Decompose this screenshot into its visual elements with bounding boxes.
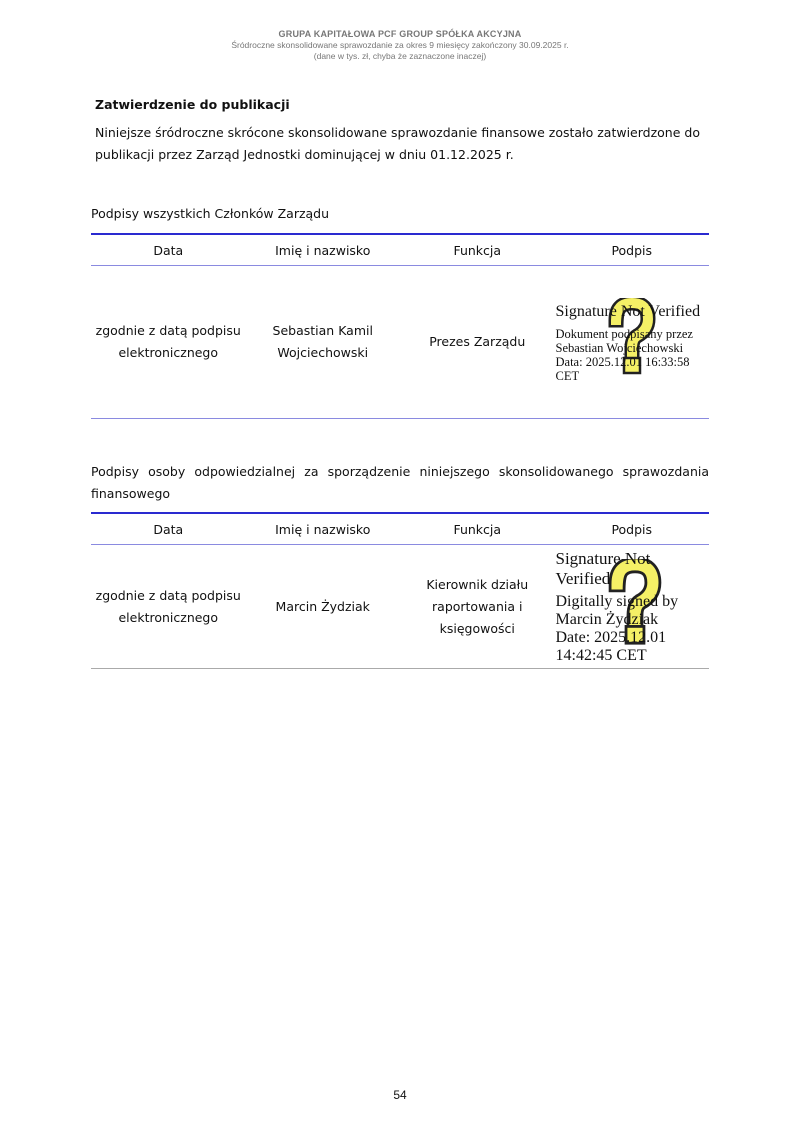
signature-block[interactable] <box>555 266 710 419</box>
col-signature: Podpis <box>555 513 710 545</box>
section-title: Zatwierdzenie do publikacji <box>95 97 290 112</box>
col-name: Imię i nazwisko <box>246 513 401 545</box>
table-row <box>91 545 709 669</box>
name-cell: Marcin Żydziak <box>246 545 401 669</box>
page-number: 54 <box>393 1088 407 1102</box>
name-cell: Sebastian Kamil Wojciechowski <box>246 266 401 419</box>
function-cell: Prezes Zarządu <box>400 266 555 419</box>
table2-label: Podpisy osoby odpowiedzialnej za sporządzenie niniejszego skonsolidowanego sprawozdania finansowego <box>91 464 709 501</box>
units-note: (dane w tys. zł, chyba że zaznaczone inaczej) <box>313 51 487 61</box>
signature-status: Signature Not Verified <box>555 548 651 588</box>
table1-label: Podpisy wszystkich Członków Zarządu <box>91 206 330 221</box>
signature-time: 14:42:45 CET <box>555 646 647 664</box>
signature-block[interactable] <box>555 545 710 669</box>
col-name: Imię i nazwisko <box>246 234 401 266</box>
signature-line: Dokument podpisany przez <box>555 326 693 341</box>
col-date: Data <box>91 234 246 266</box>
signature-timezone: CET <box>555 368 580 383</box>
table-row <box>91 266 709 419</box>
report-title: Śródroczne skonsolidowane sprawozdanie za okres 9 miesięcy zakończony 30.09.2025 r. <box>231 40 569 50</box>
date-cell: zgodnie z datą podpisu elektronicznego <box>91 266 246 419</box>
approval-text: Niniejsze śródroczne skrócone skonsolidowane sprawozdanie finansowe zostało zatwierdzone do publikacji przez Zarząd Jednostki dominującej w dniu 01.12.2025 r. <box>95 125 700 162</box>
board-signatures-table <box>91 233 709 419</box>
company-name: GRUPA KAPITAŁOWA PCF GROUP SPÓŁKA AKCYJNA <box>278 29 522 39</box>
signature-date: Data: 2025.12.01 16:33:58 <box>555 354 690 369</box>
col-date: Data <box>91 513 246 545</box>
page-header <box>0 28 800 62</box>
signature-date: Date: 2025.12.01 <box>555 628 667 646</box>
col-function: Funkcja <box>400 513 555 545</box>
col-signature: Podpis <box>555 234 710 266</box>
signature-signer: Sebastian Wojciechowski <box>555 340 684 355</box>
signature-status: Signature Not Verified <box>555 302 701 320</box>
date-cell: zgodnie z datą podpisu elektronicznego <box>91 545 246 669</box>
col-function: Funkcja <box>400 234 555 266</box>
function-cell: Kierownik działu raportowania i księgowości <box>400 545 555 669</box>
signature-signer: Marcin Żydziak <box>555 610 659 628</box>
signature-line: Digitally signed by <box>555 592 679 610</box>
preparer-signatures-table <box>91 512 709 669</box>
